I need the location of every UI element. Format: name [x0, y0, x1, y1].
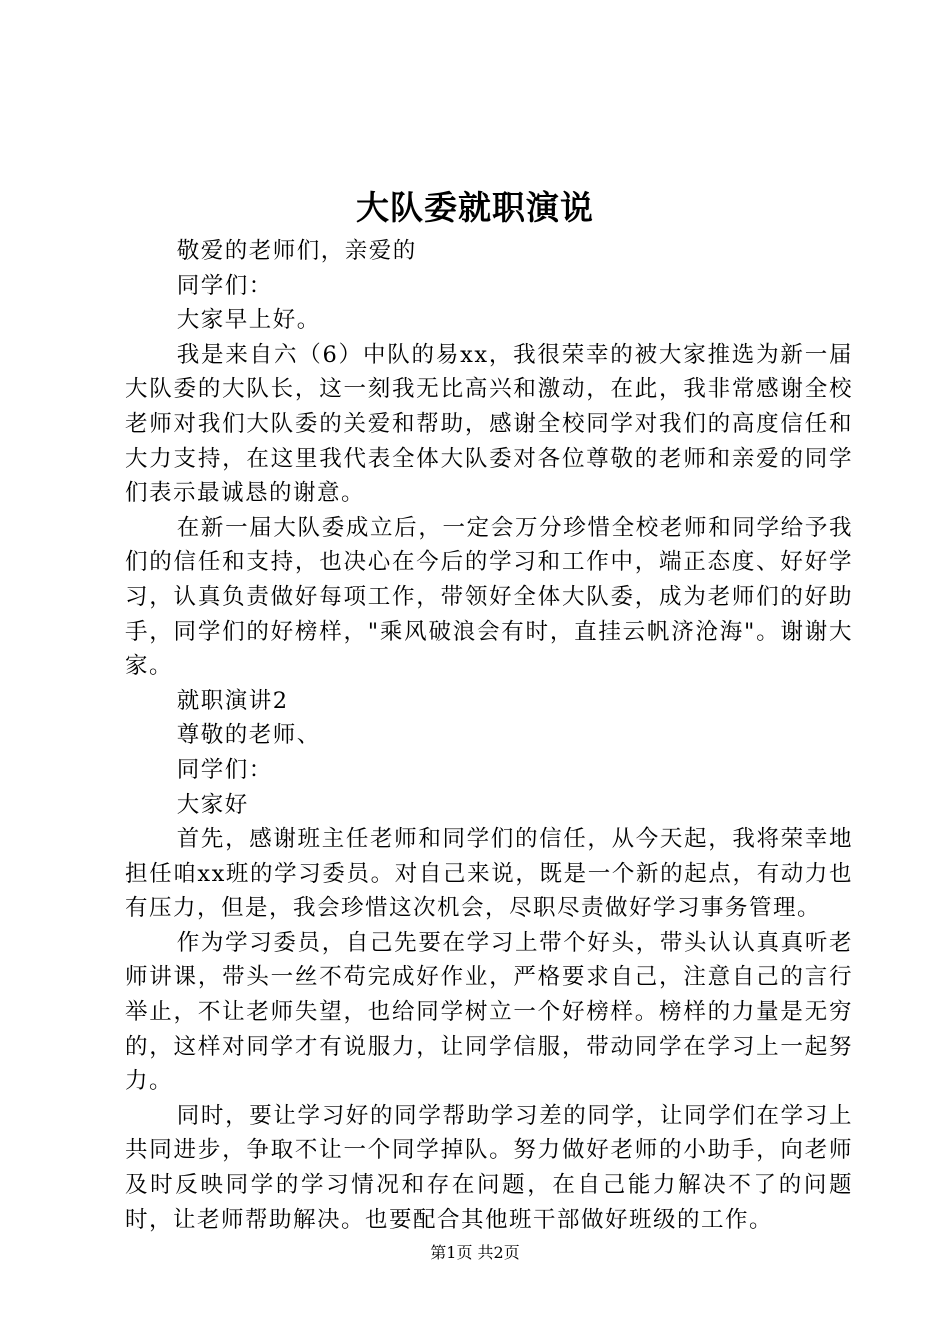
paragraph-intro: 我是来自六（6）中队的易xx，我很荣幸的被大家推选为新一届大队委的大队长，这一刻我无比高兴和激动，在此，我非常感谢全校老师对我们大队委的关爱和帮助，感谢全校同学对我们的高度信任和大力支持，在这里我代表全体大队委对各位尊敬的老师和亲爱的同学们表示最诚恳的谢意。 [125, 341, 853, 507]
paragraph-role-model: 作为学习委员，自己先要在学习上带个好头，带头认认真真听老师讲课，带头一丝不苟完成好作业，严格要求自己，注意自己的言行举止，不让老师失望，也给同学树立一个好榜样。榜样的力量是无穷的，这样对同学才有说服力，让同学信服，带动同学在学习上一起努力。 [125, 929, 853, 1095]
paragraph-greeting-6: 大家好 [176, 791, 249, 818]
document-title: 大队委就职演说 [356, 188, 594, 227]
paragraph-commitment: 在新一届大队委成立后，一定会万分珍惜全校老师和同学给予我们的信任和支持，也决心在今后的学习和工作中，端正态度、好好学习，认真负责做好每项工作，带领好全体大队委，成为老师们的好助手，同学们的好榜样，"乘风破浪会有时，直挂云帆济沧海"。谢谢大家。 [125, 514, 853, 680]
paragraph-greeting-4: 尊敬的老师、 [176, 722, 321, 749]
paragraph-cooperation: 同时，要让学习好的同学帮助学习差的同学，让同学们在学习上共同进步，争取不让一个同学掉队。努力做好老师的小助手，向老师及时反映同学的学习情况和存在问题，在自己能力解决不了的问题时，让老师帮助解决。也要配合其他班干部做好班级的工作。 [125, 1102, 853, 1233]
page-number-footer: 第1页 共2页 [430, 1243, 520, 1262]
section-heading-speech-2: 就职演讲2 [176, 687, 289, 714]
paragraph-greeting-1: 敬爱的老师们，亲爱的 [176, 238, 417, 264]
paragraph-greeting-2: 同学们： [176, 272, 273, 299]
paragraph-greeting-5: 同学们： [176, 756, 273, 783]
document-body [125, 234, 853, 1237]
paragraph-thanks: 首先，感谢班主任老师和同学们的信任，从今天起，我将荣幸地担任咱xx班的学习委员。对自己来说，既是一个新的起点，有动力也有压力，但是，我会珍惜这次机会，尽职尽责做好学习事务管理。 [125, 826, 853, 922]
paragraph-greeting-3: 大家早上好。 [176, 307, 321, 334]
